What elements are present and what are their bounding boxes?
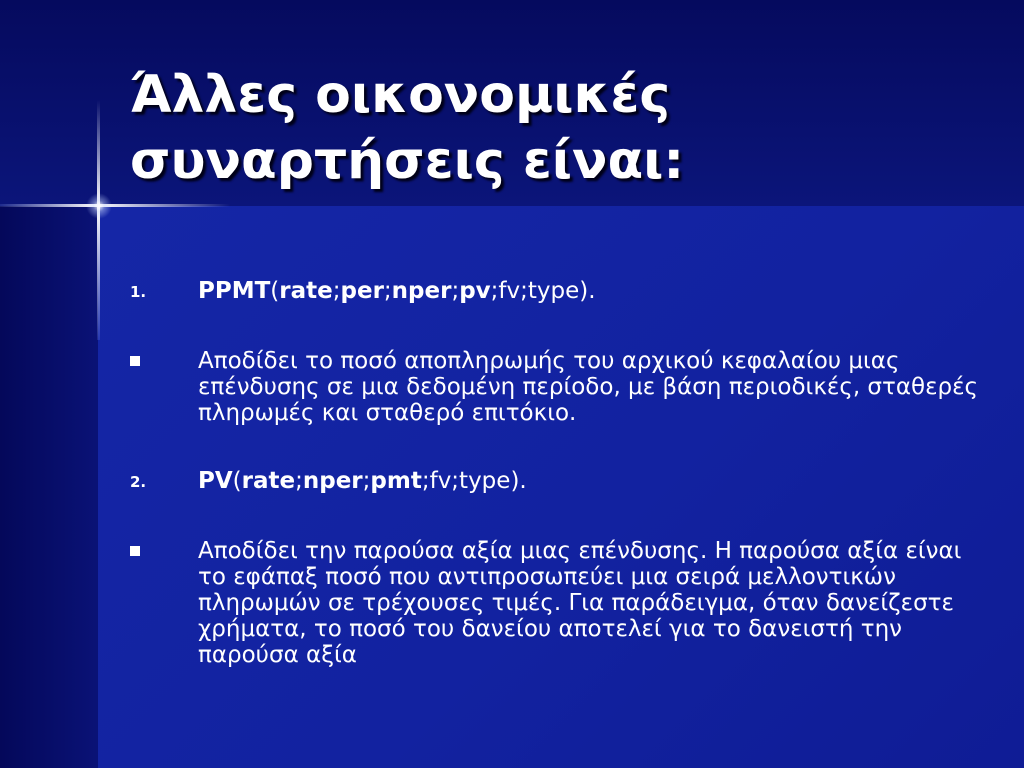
- bullet-square-icon: [130, 356, 140, 366]
- function-name: PV: [198, 468, 233, 494]
- bullet-square-icon: [130, 546, 140, 556]
- description-text: Αποδίδει το ποσό αποπληρωμής του αρχικού κεφαλαίου μιας επένδυσης σε μια δεδομένη περίοδο, με βάση περιοδικές, σταθερές πληρωμές και σταθερό επιτόκιο.: [198, 348, 979, 426]
- list-number-1: 1.: [130, 283, 147, 301]
- close-paren: ).: [510, 468, 527, 494]
- separator: ;: [295, 468, 303, 494]
- separator: ;: [490, 278, 499, 304]
- open-paren: (: [232, 468, 242, 494]
- description-text: Αποδίδει την παρούσα αξία μιας επένδυσης. Η παρούσα αξία είναι το εφάπαξ ποσό που αντιπροσωπεύει μια σειρά μελλοντικών πληρωμών σε τρέχουσες τιμές. Για παράδειγμα, όταν δανείζεστε χρήματα, το ποσό του δανείου αποτελεί για το δανειστή την παρούσα αξία: [198, 538, 962, 668]
- open-paren: (: [270, 278, 280, 304]
- function-signature-pv: [198, 468, 988, 494]
- close-paren: ).: [579, 278, 596, 304]
- slide-title: [130, 62, 990, 194]
- slide-title-line-2: συναρτήσεις είναι:: [130, 131, 685, 191]
- separator: ;: [383, 278, 392, 304]
- arg-rate: rate: [241, 468, 296, 494]
- arg-pmt: pmt: [370, 468, 422, 494]
- optional-args: fv;type: [498, 278, 580, 304]
- separator: ;: [332, 278, 341, 304]
- arg-per: per: [340, 278, 384, 304]
- list-number-2: 2.: [130, 473, 147, 491]
- arg-rate: rate: [279, 278, 333, 304]
- vertical-glow-line: [97, 100, 100, 340]
- separator: ;: [421, 468, 430, 494]
- arg-nper: nper: [391, 278, 452, 304]
- function-signature-ppmt: [198, 278, 988, 304]
- horizontal-glow-line: [0, 204, 230, 207]
- function-name: PPMT: [198, 278, 271, 304]
- arg-pv: pv: [459, 278, 491, 304]
- optional-args: fv;type: [429, 468, 511, 494]
- arg-nper: nper: [302, 468, 363, 494]
- slide-title-line-1: Άλλες οικονομικές: [130, 65, 671, 125]
- sparkle-star-icon: [86, 193, 112, 219]
- separator: ;: [451, 278, 460, 304]
- separator: ;: [362, 468, 371, 494]
